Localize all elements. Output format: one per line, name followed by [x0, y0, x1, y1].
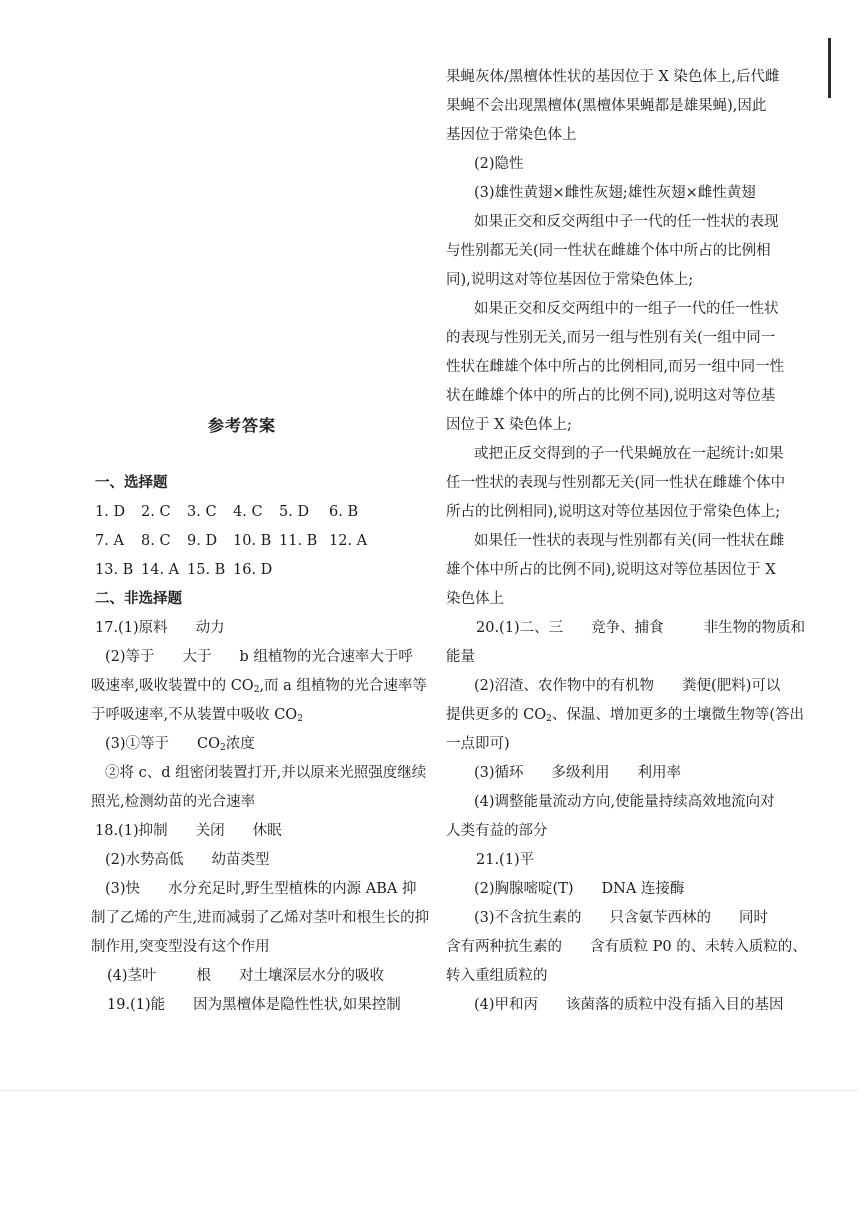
answer-line — [474, 995, 784, 1015]
answer-text: (2)沼渣、农作物中的有机物 — [474, 678, 655, 694]
answer-line: 人类有益的部分 — [446, 823, 548, 839]
answer-text: b 组植物的光合速率大于呼 — [239, 649, 413, 665]
answer-text: (2)等于 — [105, 649, 155, 665]
answer-line: (2)隐性 — [474, 156, 524, 172]
answer-text: (3)①等于 — [105, 736, 170, 752]
answer-line — [91, 705, 303, 725]
mc-answer: 4. C — [233, 504, 263, 520]
answer-text: 多级利用 — [551, 765, 610, 781]
answer-line: 状在雌雄个体中的所占的比例不同),说明这对等位基 — [446, 388, 776, 404]
answer-text: (2)胸腺嘧啶(T) — [474, 881, 574, 897]
answer-line: 同),说明这对等位基因位于常染色体上; — [446, 272, 694, 288]
answer-line: ②将 c、d 组密闭装置打开,并以原来光照强度继续 — [105, 765, 427, 781]
answer-text: 、保温、增加更多的土壤微生物等(答出 — [551, 707, 804, 723]
answer-text: 根 — [196, 968, 212, 984]
mc-answer: 9. D — [187, 533, 218, 549]
answer-line: 能量 — [446, 649, 475, 665]
answer-text: 竞争、捕食 — [591, 620, 664, 636]
answer-text: (3)快 — [105, 881, 141, 897]
subscript: 2 — [253, 685, 260, 695]
answer-text: CO — [197, 736, 221, 752]
answer-line: 的表现与性别无关,而另一组与性别有关(一组中同一 — [446, 330, 776, 346]
answer-line: 转入重组质粒的 — [446, 968, 548, 984]
subscript: 2 — [546, 714, 552, 724]
answer-text: 大于 — [182, 649, 212, 665]
answer-text: (4)茎叶 — [107, 968, 157, 984]
answer-line — [95, 618, 225, 638]
answer-line — [95, 821, 282, 841]
answer-line: 果蝇灰体/黑檀体性状的基因位于 X 染色体上,后代雌 — [446, 69, 780, 85]
mc-answer: 3. C — [187, 504, 217, 520]
answer-text: 含有两种抗生素的 — [446, 939, 562, 955]
section-heading: 一、选择题 — [95, 474, 168, 491]
answer-line — [446, 937, 807, 957]
mc-row — [95, 560, 272, 580]
mc-row — [95, 531, 367, 551]
mc-answer: 11. B — [279, 533, 318, 549]
answer-text: (3)循环 — [474, 765, 524, 781]
answer-line: 雄个体中所占的比例不同),说明这对等位基因位于 X — [446, 562, 776, 578]
answer-text: 17.(1)原料 — [95, 620, 168, 636]
mc-row — [95, 502, 358, 522]
answer-line: 制了乙烯的产生,进而减弱了乙烯对茎叶和根生长的抑 — [91, 910, 430, 926]
mc-answer: 1. D — [95, 504, 126, 520]
answer-text: 该菌落的质粒中没有插入目的基因 — [566, 997, 784, 1013]
mc-answer: 15. B — [187, 562, 226, 578]
answer-text: (4)甲和丙 — [474, 997, 539, 1013]
answer-line: 性状在雌雄个体中所占的比例相同,而另一组中同一性 — [446, 359, 785, 375]
answer-text: 提供更多的 CO — [446, 707, 547, 723]
section-heading: 二、非选择题 — [95, 590, 182, 607]
answer-line — [474, 676, 780, 696]
answer-text: 对土壤深层水分的吸收 — [239, 968, 385, 984]
answer-line — [105, 850, 270, 870]
answer-line — [474, 763, 681, 783]
answer-line — [476, 618, 805, 638]
mc-answer: 7. A — [95, 533, 124, 549]
answer-line: 果蝇不会出现黑檀体(黑檀体果蝇都是雄果蝇),因此 — [446, 98, 767, 114]
answer-line: 照光,检测幼苗的光合速率 — [91, 794, 256, 810]
answer-line: 任一性状的表现与性别都无关(同一性状在雌雄个体中 — [446, 475, 786, 491]
answer-line — [105, 879, 416, 899]
answer-line: 基因位于常染色体上 — [446, 127, 577, 143]
answer-text: DNA 连接酶 — [601, 881, 685, 897]
answer-line — [105, 734, 255, 754]
answer-line: 因位于 X 染色体上; — [446, 417, 572, 433]
answer-line — [91, 676, 427, 696]
answer-line: 21.(1)平 — [476, 852, 535, 868]
mc-answer: 14. A — [141, 562, 180, 578]
answer-text: 吸速率,吸收装置中的 CO — [91, 678, 254, 694]
answer-text: 休眠 — [252, 823, 282, 839]
mc-answer: 5. D — [279, 504, 310, 520]
mc-answer: 2. C — [141, 504, 171, 520]
mc-answer: 13. B — [95, 562, 134, 578]
answer-line: 制作用,突变型没有这个作用 — [91, 939, 270, 955]
answer-text: 只含氨苄西林的 — [609, 910, 712, 926]
answer-line: 如果正交和反交两组中子一代的任一性状的表现 — [474, 214, 779, 230]
answer-text: 同时 — [739, 910, 769, 926]
answer-text: 含有质粒 P0 的、未转入质粒的、 — [590, 939, 807, 955]
mc-answer: 8. C — [141, 533, 171, 549]
answer-text: 幼苗类型 — [211, 852, 270, 868]
mc-answer: 12. A — [329, 533, 368, 549]
answer-line — [107, 966, 384, 986]
answer-line — [107, 995, 401, 1015]
answer-line: 或把正反交得到的子一代果蝇放在一起统计:如果 — [474, 446, 784, 462]
answer-line: 与性别都无关(同一性状在雌雄个体中所占的比例相 — [446, 243, 771, 259]
answer-line: 如果正交和反交两组中的一组子一代的任一性状 — [474, 301, 779, 317]
answer-text: ,而 a 组植物的光合速率等 — [259, 678, 427, 694]
subscript: 2 — [220, 743, 226, 753]
answer-text: 20.(1)二、三 — [476, 620, 564, 636]
mc-answer: 10. B — [233, 533, 272, 549]
answer-line: 一点即可) — [446, 736, 510, 752]
answer-text: 18.(1)抑制 — [95, 823, 168, 839]
answer-line: (3)雄性黄翅×雌性灰翅;雄性灰翅×雌性黄翅 — [474, 185, 756, 201]
answer-text: 利用率 — [637, 765, 682, 781]
answer-text: 于呼吸速率,不从装置中吸收 CO — [91, 707, 298, 723]
answer-text: 19.(1)能 — [107, 997, 166, 1013]
answer-line: 染色体上 — [446, 591, 504, 607]
answer-line — [474, 879, 684, 899]
mc-answer: 16. D — [233, 562, 273, 578]
answer-line: (4)调整能量流动方向,使能量持续高效地流向对 — [474, 794, 775, 810]
answer-text: 粪便(肥料)可以 — [682, 678, 781, 694]
answer-line — [474, 908, 768, 928]
answer-text: 非生物的物质和 — [703, 620, 806, 636]
answer-line: 如果任一性状的表现与性别都有关(同一性状在雌 — [474, 533, 785, 549]
answer-line: 所占的比例相同),说明这对等位基因位于常染色体上; — [446, 504, 781, 520]
answer-text: (3)不含抗生素的 — [474, 910, 582, 926]
answer-line — [446, 705, 804, 725]
page-title: 参考答案 — [208, 416, 277, 435]
answer-text: 因为黑檀体是隐性性状,如果控制 — [193, 997, 401, 1013]
answer-text: 浓度 — [225, 736, 255, 752]
subscript: 2 — [297, 714, 303, 724]
answer-text: (2)水势高低 — [105, 852, 184, 868]
answer-text: 关闭 — [195, 823, 225, 839]
mc-answer: 6. B — [329, 504, 359, 520]
scan-edge-mark — [828, 38, 831, 98]
answer-text: 动力 — [195, 620, 225, 636]
answer-line — [105, 647, 413, 667]
answer-text: 水分充足时,野生型植株的内源 ABA 抑 — [168, 881, 417, 897]
